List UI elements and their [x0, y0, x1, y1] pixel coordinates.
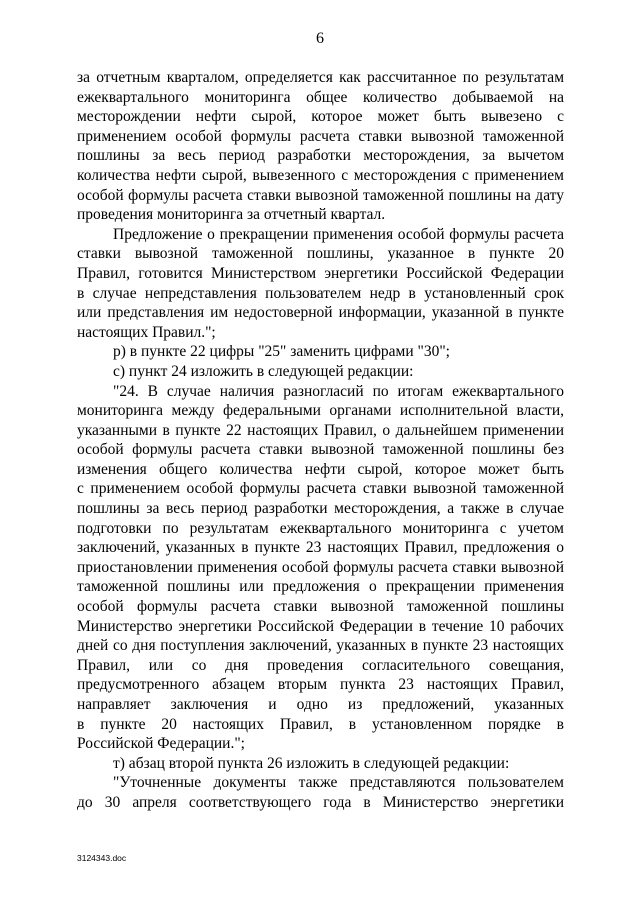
- text-line: Правил, или со дня проведения согласительного совещания,: [77, 656, 564, 674]
- text-line: дней со дня поступления заключений, указанных в пункте 23 настоящих: [77, 637, 564, 655]
- text-line: в случае непредставления пользователем недр в установленный срок: [77, 284, 564, 302]
- text-line: направляет заключения и одно из предложений, указанных: [77, 696, 564, 713]
- text-line: за отчетным кварталом, определяется как рассчитанное по результатам: [77, 69, 564, 86]
- text-line: р) в пункте 22 цифры "25" заменить цифрами "30";: [113, 343, 450, 361]
- text-line: Правил, готовится Министерством энергетики Российской Федерации: [77, 264, 564, 282]
- text-line: особой формулы расчета ставки вывозной таможенной пошлины без: [77, 441, 564, 459]
- text-line: приостановлении применения особой формулы расчета ставки вывозной: [77, 558, 564, 576]
- text-line: пошлины за весь период разработки месторождения, за вычетом: [77, 147, 564, 165]
- footer-filename: 3124343.doc: [77, 853, 127, 863]
- text-line: применением особой формулы расчета ставки вывозной таможенной: [77, 127, 564, 145]
- text-line: изменения общего количества нефти сырой, которое может быть: [77, 460, 564, 478]
- text-line: Предложение о прекращении применения особой формулы расчета: [113, 225, 564, 243]
- text-line: т) абзац второй пункта 26 изложить в следующей редакции:: [113, 754, 510, 772]
- text-line: или представления им недостоверной информации, указанной в пункте: [77, 304, 564, 322]
- text-line: "Уточненные документы также представляются пользователем: [113, 774, 564, 792]
- text-line: таможенной пошлины или предложения о прекращении применения: [77, 578, 564, 596]
- text-line: месторождении нефти сырой, которое может быть вывезено с: [77, 108, 564, 126]
- text-line: Министерство энергетики Российской Федерации в течение 10 рабочих: [77, 617, 564, 635]
- text-line: заключений, указанных в пункте 23 настоящих Правил, предложения о: [77, 539, 564, 557]
- text-line: Российской Федерации.";: [77, 735, 245, 753]
- text-line: мониторинга между федеральными органами исполнительной власти,: [77, 402, 564, 420]
- text-line: особой формулы расчета ставки вывозной таможенной пошлины на дату: [77, 186, 564, 204]
- text-line: ставки вывозной таможенной пошлины, указанное в пункте 20: [77, 245, 564, 263]
- text-line: настоящих Правил.";: [77, 323, 216, 341]
- text-line: подготовки по результатам ежеквартального мониторинга с учетом: [77, 519, 564, 537]
- text-line: предусмотренного абзацем вторым пункта 23 настоящих Правил,: [77, 676, 564, 694]
- text-line: "24. В случае наличия разногласий по итогам ежеквартального: [113, 382, 564, 400]
- text-line: с применением особой формулы расчета ставки вывозной таможенной: [77, 480, 564, 498]
- text-line: особой формулы расчета ставки вывозной таможенной пошлины: [77, 598, 564, 616]
- document-body: [77, 68, 564, 813]
- text-line: до 30 апреля соответствующего года в Министерство энергетики: [77, 793, 564, 811]
- page-number: 6: [316, 30, 324, 47]
- text-line: в пункте 20 настоящих Правил, в установленном порядке в: [77, 715, 564, 733]
- text-line: ежеквартального мониторинга общее количество добываемой на: [77, 88, 564, 106]
- text-line: пошлины за весь период разработки месторождения, а также в случае: [77, 500, 564, 518]
- text-line: указанными в пункте 22 настоящих Правил, о дальнейшем применении: [77, 421, 564, 439]
- text-line: проведения мониторинга за отчетный квартал.: [77, 206, 386, 224]
- text-line: количества нефти сырой, вывезенного с месторождения с применением: [77, 166, 564, 184]
- text-line: с) пункт 24 изложить в следующей редакции:: [113, 362, 414, 380]
